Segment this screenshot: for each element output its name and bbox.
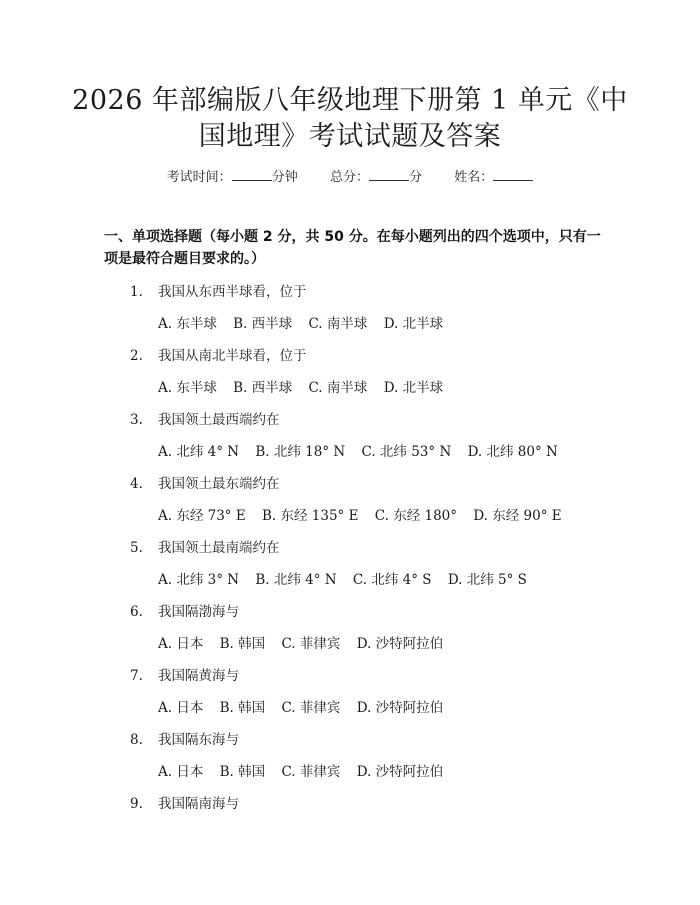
exam-meta (0, 168, 700, 188)
option-a[interactable]: A. 日本 (158, 636, 204, 652)
option-d[interactable]: D. 北半球 (383, 380, 444, 396)
question-text: 我国领土最东端约在 (158, 476, 280, 492)
section-heading: 一、单项选择题（每小题 2 分，共 50 分。在每小题列出的四个选项中，只有一项是最符合题目要求的。） (104, 229, 601, 267)
question-number: 4. (130, 476, 143, 492)
option-b[interactable]: B. 西半球 (233, 380, 293, 396)
question-number: 5. (130, 540, 143, 556)
option-a[interactable]: A. 北纬 4° N (158, 444, 240, 460)
question-text: 我国隔黄海与 (158, 668, 239, 684)
time-blank (232, 168, 272, 181)
option-b[interactable]: B. 北纬 4° N (255, 572, 337, 588)
score-label: 总分： (329, 170, 369, 185)
question-2-options (158, 378, 628, 398)
question-4 (130, 474, 630, 494)
option-b[interactable]: B. 韩国 (219, 764, 266, 780)
name-blank (493, 168, 533, 181)
option-a[interactable]: A. 日本 (158, 700, 204, 716)
score-blank (369, 168, 409, 181)
question-number: 3. (130, 412, 143, 428)
option-a[interactable]: A. 日本 (158, 764, 204, 780)
question-number: 6. (130, 604, 143, 620)
option-b[interactable]: B. 北纬 18° N (255, 444, 346, 460)
question-6-options (158, 634, 628, 654)
option-c[interactable]: C. 北纬 4° S (352, 572, 432, 588)
option-b[interactable]: B. 韩国 (219, 636, 266, 652)
question-text: 我国从东西半球看，位于 (158, 284, 307, 300)
option-d[interactable]: D. 沙特阿拉伯 (356, 636, 444, 652)
question-number: 7. (130, 668, 143, 684)
question-3-options (158, 442, 628, 462)
question-2 (130, 346, 630, 366)
question-text: 我国从南北半球看，位于 (158, 348, 307, 364)
option-c[interactable]: C. 菲律宾 (281, 636, 341, 652)
option-d[interactable]: D. 北纬 80° N (467, 444, 558, 460)
question-7-options (158, 698, 628, 718)
question-text: 我国隔东海与 (158, 732, 239, 748)
option-d[interactable]: D. 北纬 5° S (447, 572, 527, 588)
option-c[interactable]: C. 北纬 53° N (361, 444, 452, 460)
option-a[interactable]: A. 东经 73° E (158, 508, 246, 524)
question-8 (130, 730, 630, 750)
option-a[interactable]: A. 北纬 3° N (158, 572, 240, 588)
option-c[interactable]: C. 南半球 (308, 316, 368, 332)
option-c[interactable]: C. 东经 180° (374, 508, 458, 524)
option-a[interactable]: A. 东半球 (158, 380, 217, 396)
question-3 (130, 410, 630, 430)
option-d[interactable]: D. 北半球 (383, 316, 444, 332)
question-4-options (158, 506, 628, 526)
question-text: 我国领土最西端约在 (158, 412, 280, 428)
score-unit: 分 (409, 170, 423, 185)
page-title-line-2: 国地理》考试试题及答案 (198, 121, 502, 152)
option-c[interactable]: C. 南半球 (308, 380, 368, 396)
question-5-options (158, 570, 628, 590)
option-a[interactable]: A. 东半球 (158, 316, 217, 332)
option-c[interactable]: C. 菲律宾 (281, 700, 341, 716)
question-5 (130, 538, 630, 558)
time-label: 考试时间： (166, 170, 232, 185)
option-b[interactable]: B. 西半球 (233, 316, 293, 332)
question-number: 8. (130, 732, 143, 748)
question-7 (130, 666, 630, 686)
question-6 (130, 602, 630, 622)
page-title-line-1: 2026 年部编版八年级地理下册第 1 单元《中 (72, 85, 628, 116)
question-text: 我国隔渤海与 (158, 604, 239, 620)
time-unit: 分钟 (271, 170, 298, 185)
name-label: 姓名： (454, 170, 494, 185)
question-text: 我国隔南海与 (158, 796, 239, 812)
option-d[interactable]: D. 东经 90° E (473, 508, 562, 524)
question-9 (130, 794, 630, 814)
question-text: 我国领土最南端约在 (158, 540, 280, 556)
option-d[interactable]: D. 沙特阿拉伯 (356, 764, 444, 780)
option-b[interactable]: B. 东经 135° E (262, 508, 359, 524)
question-1-options (158, 314, 628, 334)
question-number: 9. (130, 796, 143, 812)
option-b[interactable]: B. 韩国 (219, 700, 266, 716)
option-d[interactable]: D. 沙特阿拉伯 (356, 700, 444, 716)
option-c[interactable]: C. 菲律宾 (281, 764, 341, 780)
question-number: 2. (130, 348, 143, 364)
question-1 (130, 282, 630, 302)
question-8-options (158, 762, 628, 782)
question-number: 1. (130, 284, 143, 300)
